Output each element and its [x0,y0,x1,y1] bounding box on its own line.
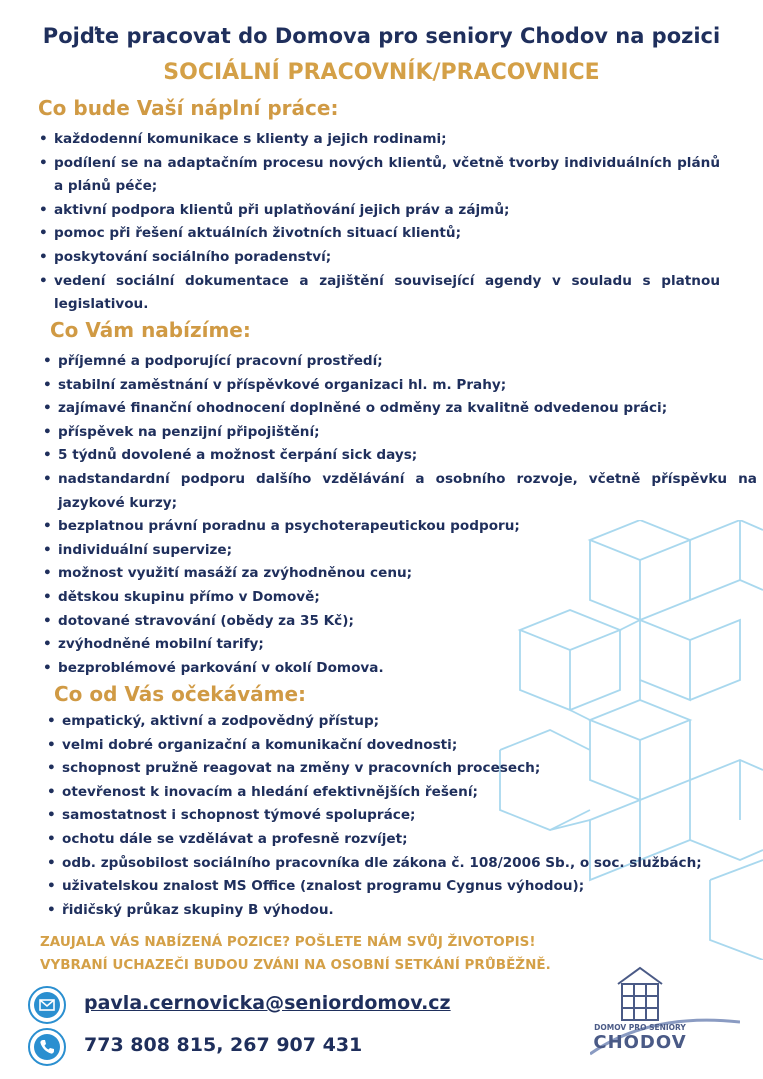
list-item: • ochotu dále se vzdělávat a profesně rozvíjet; [46,828,736,852]
offer-list [42,350,757,680]
expect-list [46,710,736,922]
list-item: • pomoc při řešení aktuálních životních situací klientů; [38,222,720,246]
list-item: • podílení se na adaptačním procesu nových klientů, včetně tvorby individuálních plánů a plánů péče; [38,152,720,199]
list-item: • individuální supervize; [42,539,757,563]
list-item: • bezproblémové parkování v okolí Domova. [42,657,757,681]
list-item: • samostatnost i schopnost týmové spolupráce; [46,804,736,828]
list-item: • otevřenost k inovacím a hledání efektivnějších řešení; [46,781,736,805]
list-item: • nadstandardní podporu dalšího vzdělávání a osobního rozvoje, včetně příspěvku na jazykové kurzy; [42,468,757,515]
logo-text-top: DOMOV PRO SENIORY [594,1023,686,1032]
list-item: • zajímavé finanční ohodnocení doplněné o odměny za kvalitně odvedenou práci; [42,397,757,421]
envelope-icon [28,986,66,1024]
list-item: • aktivní podpora klientů při uplatňování jejich práv a zájmů; [38,199,720,223]
list-item: • 5 týdnů dovolené a možnost čerpání sick days; [42,444,757,468]
position-title: SOCIÁLNÍ PRACOVNÍK/PRACOVNICE [163,60,600,85]
list-item: • každodenní komunikace s klienty a jejich rodinami; [38,128,720,152]
phone-icon [28,1028,66,1066]
list-item: • příspěvek na penzijní připojištění; [42,421,757,445]
list-item: • empatický, aktivní a zodpovědný přístup; [46,710,736,734]
list-item: • dotované stravování (obědy za 35 Kč); [42,610,757,634]
list-item: • možnost využití masáží za zvýhodněnou cenu; [42,562,757,586]
list-item: • velmi dobré organizační a komunikační dovednosti; [46,734,736,758]
page-title: Pojďte pracovat do Domova pro seniory Chodov na pozici [42,24,721,48]
expect-heading: Co od Vás očekáváme: [54,682,307,706]
duties-heading: Co bude Vaší náplní práce: [38,96,339,120]
list-item: • poskytování sociálního poradenství; [38,246,720,270]
duties-list [38,128,720,317]
phone-numbers: 773 808 815, 267 907 431 [84,1034,363,1056]
offer-heading: Co Vám nabízíme: [50,318,251,342]
list-item: • vedení sociální dokumentace a zajištění související agendy v souladu s platnou legislativou. [38,270,720,317]
list-item: • zvýhodněné mobilní tarify; [42,633,757,657]
logo-text-main: CHODOV [593,1032,687,1053]
list-item: • dětskou skupinu přímo v Domově; [42,586,757,610]
list-item: • uživatelskou znalost MS Office (znalost programu Cygnus výhodou); [46,875,736,899]
list-item: • odb. způsobilost sociálního pracovníka dle zákona č. 108/2006 Sb., o soc. službách; [46,852,736,876]
list-item: • bezplatnou právní poradnu a psychoterapeutickou podporu; [42,515,757,539]
list-item: • příjemné a podporující pracovní prostředí; [42,350,757,374]
call-to-action-line2: VYBRANÍ UCHAZEČI BUDOU ZVÁNI NA OSOBNÍ SETKÁNÍ PRŮBĚŽNĚ. [40,957,551,973]
email-link[interactable]: pavla.cernovicka@seniordomov.cz [84,992,451,1014]
call-to-action-line1: ZAUJALA VÁS NABÍZENÁ POZICE? POŠLETE NÁM SVŮJ ŽIVOTOPIS! [40,934,536,950]
list-item: • schopnost pružně reagovat na změny v pracovních procesech; [46,757,736,781]
list-item: • stabilní zaměstnání v příspěvkové organizaci hl. m. Prahy; [42,374,757,398]
list-item: • řidičský průkaz skupiny B výhodou. [46,899,736,923]
